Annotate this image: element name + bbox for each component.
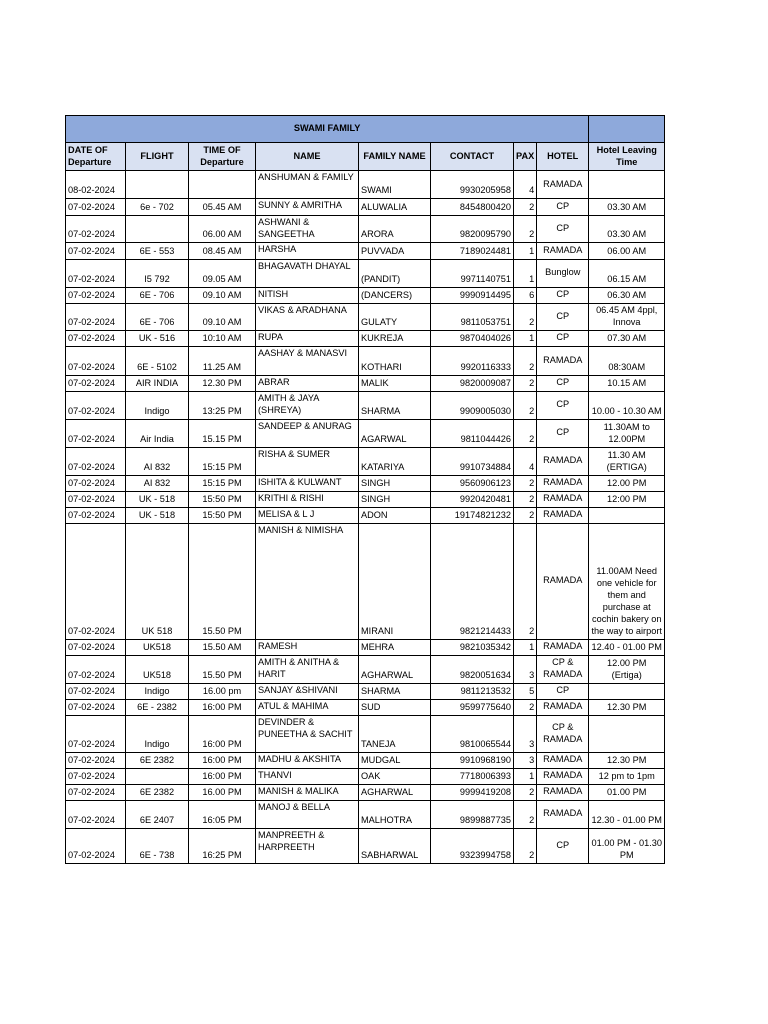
cell-pax: 6 xyxy=(514,287,537,303)
table-row xyxy=(66,391,665,419)
cell-flight xyxy=(126,216,189,243)
cell-time: 09.10 AM xyxy=(189,303,256,330)
cell-hotel: CP xyxy=(537,391,589,419)
cell-family-name: GULATY xyxy=(359,303,431,330)
cell-name: MANISH & NIMISHA xyxy=(256,523,359,639)
cell-leaving-time: 10.15 AM xyxy=(589,375,665,391)
cell-flight: Indigo xyxy=(126,715,189,752)
cell-pax: 3 xyxy=(514,715,537,752)
cell-leaving-time xyxy=(589,507,665,523)
cell-contact: 9323994758 xyxy=(431,828,514,863)
cell-pax: 1 xyxy=(514,768,537,784)
cell-family-name: MALHOTRA xyxy=(359,800,431,828)
cell-name: DEVINDER & PUNEETHA & SACHIT xyxy=(256,715,359,752)
cell-family-name: (PANDIT) xyxy=(359,259,431,287)
cell-date: 07-02-2024 xyxy=(66,346,126,375)
cell-leaving-time: 12 pm to 1pm xyxy=(589,768,665,784)
cell-name: MANOJ & BELLA xyxy=(256,800,359,828)
cell-flight: UK - 516 xyxy=(126,330,189,346)
cell-pax: 2 xyxy=(514,216,537,243)
cell-flight: UK - 518 xyxy=(126,507,189,523)
cell-time: 16:25 PM xyxy=(189,828,256,863)
cell-flight: 6E - 706 xyxy=(126,287,189,303)
header-pax: PAX xyxy=(514,143,537,171)
cell-flight: AIR INDIA xyxy=(126,375,189,391)
cell-date: 07-02-2024 xyxy=(66,330,126,346)
cell-pax: 1 xyxy=(514,259,537,287)
cell-flight: UK 518 xyxy=(126,523,189,639)
cell-name: SANJAY &SHIVANI xyxy=(256,683,359,699)
cell-name: BHAGAVATH DHAYAL xyxy=(256,259,359,287)
cell-time: 16:00 PM xyxy=(189,715,256,752)
cell-pax: 3 xyxy=(514,752,537,768)
cell-leaving-time xyxy=(589,171,665,199)
table-row xyxy=(66,199,665,216)
cell-hotel: RAMADA xyxy=(537,523,589,639)
cell-flight: 6E - 5102 xyxy=(126,346,189,375)
table-row xyxy=(66,507,665,523)
cell-family-name: ARORA xyxy=(359,216,431,243)
cell-date: 07-02-2024 xyxy=(66,800,126,828)
cell-leaving-time: 06.15 AM xyxy=(589,259,665,287)
cell-contact: 9920116333 xyxy=(431,346,514,375)
cell-date: 07-02-2024 xyxy=(66,216,126,243)
cell-contact: 9811213532 xyxy=(431,683,514,699)
cell-name: ANSHUMAN & FAMILY xyxy=(256,171,359,199)
cell-pax: 2 xyxy=(514,507,537,523)
cell-contact: 9811053751 xyxy=(431,303,514,330)
cell-leaving-time: 06.30 AM xyxy=(589,287,665,303)
cell-date: 07-02-2024 xyxy=(66,391,126,419)
cell-flight: 6E 2407 xyxy=(126,800,189,828)
title-blank-cell xyxy=(589,116,665,143)
cell-pax: 2 xyxy=(514,346,537,375)
cell-leaving-time: 11.30AM to 12.00PM xyxy=(589,419,665,447)
cell-time: 12.30 PM xyxy=(189,375,256,391)
cell-name: AMITH & ANITHA & HARIT xyxy=(256,655,359,683)
cell-date: 07-02-2024 xyxy=(66,259,126,287)
cell-date: 07-02-2024 xyxy=(66,639,126,655)
cell-date: 07-02-2024 xyxy=(66,768,126,784)
cell-flight: 6E - 738 xyxy=(126,828,189,863)
cell-leaving-time: 10.00 - 10.30 AM xyxy=(589,391,665,419)
cell-family-name: MEHRA xyxy=(359,639,431,655)
cell-time xyxy=(189,171,256,199)
table-row xyxy=(66,259,665,287)
cell-date: 07-02-2024 xyxy=(66,447,126,475)
cell-date: 07-02-2024 xyxy=(66,655,126,683)
cell-hotel: RAMADA xyxy=(537,171,589,199)
cell-contact: 9990914495 xyxy=(431,287,514,303)
cell-flight: 6E - 2382 xyxy=(126,699,189,715)
cell-leaving-time: 12.40 - 01.00 PM xyxy=(589,639,665,655)
cell-leaving-time: 12.30 PM xyxy=(589,752,665,768)
cell-leaving-time: 12.00 PM (Ertiga) xyxy=(589,655,665,683)
cell-hotel: CP xyxy=(537,683,589,699)
cell-contact: 19174821232 xyxy=(431,507,514,523)
cell-pax: 1 xyxy=(514,330,537,346)
cell-family-name: SUD xyxy=(359,699,431,715)
cell-family-name: TANEJA xyxy=(359,715,431,752)
cell-hotel: CP xyxy=(537,419,589,447)
cell-family-name: MIRANI xyxy=(359,523,431,639)
cell-hotel: CP xyxy=(537,199,589,216)
cell-flight: 6E 2382 xyxy=(126,784,189,800)
table-row xyxy=(66,447,665,475)
table-row xyxy=(66,683,665,699)
cell-leaving-time: 12.30 PM xyxy=(589,699,665,715)
cell-contact: 9999419208 xyxy=(431,784,514,800)
cell-time: 16:00 PM xyxy=(189,768,256,784)
cell-name: MANPREETH & HARPREETH xyxy=(256,828,359,863)
cell-time: 15.50 PM xyxy=(189,655,256,683)
cell-flight: 6E 2382 xyxy=(126,752,189,768)
table-row xyxy=(66,475,665,491)
cell-flight: AI 832 xyxy=(126,475,189,491)
header-date: DATE OF Departure xyxy=(66,143,126,171)
cell-contact: 9899887735 xyxy=(431,800,514,828)
table-row xyxy=(66,752,665,768)
cell-contact: 9930205958 xyxy=(431,171,514,199)
cell-name: HARSHA xyxy=(256,242,359,259)
cell-family-name: AGHARWAL xyxy=(359,655,431,683)
cell-pax: 2 xyxy=(514,475,537,491)
header-contact: CONTACT xyxy=(431,143,514,171)
cell-flight: I5 792 xyxy=(126,259,189,287)
cell-flight xyxy=(126,171,189,199)
cell-time: 15.50 AM xyxy=(189,639,256,655)
cell-time: 15.50 PM xyxy=(189,523,256,639)
cell-pax: 2 xyxy=(514,699,537,715)
departure-table xyxy=(65,115,665,864)
table-row xyxy=(66,346,665,375)
cell-family-name: SABHARWAL xyxy=(359,828,431,863)
cell-time: 16.00 PM xyxy=(189,784,256,800)
cell-flight: Air India xyxy=(126,419,189,447)
cell-contact: 9821035342 xyxy=(431,639,514,655)
cell-contact: 9560906123 xyxy=(431,475,514,491)
table-row xyxy=(66,216,665,243)
cell-date: 07-02-2024 xyxy=(66,507,126,523)
cell-date: 07-02-2024 xyxy=(66,683,126,699)
cell-contact: 9820051634 xyxy=(431,655,514,683)
table-row xyxy=(66,800,665,828)
table-row xyxy=(66,375,665,391)
cell-family-name: OAK xyxy=(359,768,431,784)
cell-flight: 6E - 553 xyxy=(126,242,189,259)
cell-name: RISHA & SUMER xyxy=(256,447,359,475)
cell-flight xyxy=(126,768,189,784)
cell-name: ABRAR xyxy=(256,375,359,391)
cell-contact: 8454800420 xyxy=(431,199,514,216)
cell-leaving-time: 03.30 AM xyxy=(589,199,665,216)
cell-flight: 6E - 706 xyxy=(126,303,189,330)
cell-family-name: MALIK xyxy=(359,375,431,391)
cell-name: MADHU & AKSHITA xyxy=(256,752,359,768)
cell-contact: 9821214433 xyxy=(431,523,514,639)
cell-pax: 1 xyxy=(514,639,537,655)
cell-flight: Indigo xyxy=(126,683,189,699)
table-row xyxy=(66,828,665,863)
cell-date: 07-02-2024 xyxy=(66,784,126,800)
table-row xyxy=(66,491,665,507)
cell-pax: 2 xyxy=(514,303,537,330)
cell-hotel: CP xyxy=(537,828,589,863)
cell-leaving-time: 03.30 AM xyxy=(589,216,665,243)
cell-hotel: RAMADA xyxy=(537,800,589,828)
cell-hotel: CP xyxy=(537,216,589,243)
cell-name: VIKAS & ARADHANA xyxy=(256,303,359,330)
cell-name: THANVI xyxy=(256,768,359,784)
cell-contact: 9910968190 xyxy=(431,752,514,768)
cell-date: 07-02-2024 xyxy=(66,375,126,391)
cell-name: MELISA & L J xyxy=(256,507,359,523)
cell-contact: 9870404026 xyxy=(431,330,514,346)
cell-family-name: MUDGAL xyxy=(359,752,431,768)
table-row xyxy=(66,242,665,259)
cell-hotel: RAMADA xyxy=(537,639,589,655)
cell-name: AASHAY & MANASVI xyxy=(256,346,359,375)
table-row xyxy=(66,303,665,330)
cell-family-name: ADON xyxy=(359,507,431,523)
cell-contact: 9599775640 xyxy=(431,699,514,715)
table-row xyxy=(66,419,665,447)
cell-date: 07-02-2024 xyxy=(66,828,126,863)
cell-contact: 9820095790 xyxy=(431,216,514,243)
cell-leaving-time: 11.00AM Need one vehicle for them and purchase at cochin bakery on the way to airport xyxy=(589,523,665,639)
cell-time: 10:10 AM xyxy=(189,330,256,346)
table-row xyxy=(66,655,665,683)
cell-hotel: RAMADA xyxy=(537,242,589,259)
cell-hotel: RAMADA xyxy=(537,475,589,491)
cell-hotel: RAMADA xyxy=(537,491,589,507)
cell-date: 07-02-2024 xyxy=(66,491,126,507)
cell-name: ATUL & MAHIMA xyxy=(256,699,359,715)
cell-time: 16.00 pm xyxy=(189,683,256,699)
cell-contact: 9820009087 xyxy=(431,375,514,391)
cell-name: AMITH & JAYA (SHREYA) xyxy=(256,391,359,419)
table-row xyxy=(66,784,665,800)
cell-date: 07-02-2024 xyxy=(66,419,126,447)
cell-leaving-time: 07.30 AM xyxy=(589,330,665,346)
cell-time: 16:00 PM xyxy=(189,699,256,715)
cell-hotel: CP xyxy=(537,303,589,330)
cell-leaving-time: 06.45 AM 4ppl, Innova xyxy=(589,303,665,330)
cell-time: 15:50 PM xyxy=(189,507,256,523)
cell-flight: UK518 xyxy=(126,655,189,683)
cell-time: 15:15 PM xyxy=(189,447,256,475)
cell-date: 07-02-2024 xyxy=(66,303,126,330)
cell-family-name: (DANCERS) xyxy=(359,287,431,303)
cell-contact: 9971140751 xyxy=(431,259,514,287)
cell-pax: 2 xyxy=(514,491,537,507)
cell-pax: 4 xyxy=(514,171,537,199)
cell-name: ISHITA & KULWANT xyxy=(256,475,359,491)
cell-family-name: SHARMA xyxy=(359,683,431,699)
cell-family-name: SINGH xyxy=(359,475,431,491)
cell-leaving-time: 01.00 PM xyxy=(589,784,665,800)
table-body xyxy=(66,171,665,864)
cell-pax: 1 xyxy=(514,242,537,259)
cell-pax: 2 xyxy=(514,199,537,216)
header-time: TIME OF Departure xyxy=(189,143,256,171)
cell-pax: 4 xyxy=(514,447,537,475)
cell-contact: 9910734884 xyxy=(431,447,514,475)
cell-hotel: RAMADA xyxy=(537,447,589,475)
cell-date: 07-02-2024 xyxy=(66,715,126,752)
cell-family-name: ALUWALIA xyxy=(359,199,431,216)
cell-leaving-time: 12.00 PM xyxy=(589,475,665,491)
cell-pax: 2 xyxy=(514,375,537,391)
cell-leaving-time: 08:30AM xyxy=(589,346,665,375)
cell-family-name: PUVVADA xyxy=(359,242,431,259)
cell-time: 16:00 PM xyxy=(189,752,256,768)
table-row xyxy=(66,639,665,655)
cell-date: 07-02-2024 xyxy=(66,699,126,715)
cell-time: 08.45 AM xyxy=(189,242,256,259)
header-leaving-time: Hotel Leaving Time xyxy=(589,143,665,171)
cell-contact: 9920420481 xyxy=(431,491,514,507)
cell-leaving-time: 12:00 PM xyxy=(589,491,665,507)
cell-hotel: CP & RAMADA xyxy=(537,715,589,752)
cell-time: 15.15 PM xyxy=(189,419,256,447)
header-name: NAME xyxy=(256,143,359,171)
table-row xyxy=(66,715,665,752)
cell-time: 05.45 AM xyxy=(189,199,256,216)
cell-hotel: RAMADA xyxy=(537,768,589,784)
cell-leaving-time: 12.30 - 01.00 PM xyxy=(589,800,665,828)
cell-pax: 2 xyxy=(514,784,537,800)
cell-time: 11.25 AM xyxy=(189,346,256,375)
table-row xyxy=(66,768,665,784)
header-family-name: FAMILY NAME xyxy=(359,143,431,171)
cell-time: 09.05 AM xyxy=(189,259,256,287)
cell-hotel: CP xyxy=(537,287,589,303)
cell-name: ASHWANI & SANGEETHA xyxy=(256,216,359,243)
cell-hotel: Bunglow xyxy=(537,259,589,287)
cell-flight: UK - 518 xyxy=(126,491,189,507)
cell-flight: AI 832 xyxy=(126,447,189,475)
cell-hotel: CP & RAMADA xyxy=(537,655,589,683)
cell-contact: 7718006393 xyxy=(431,768,514,784)
cell-date: 07-02-2024 xyxy=(66,287,126,303)
cell-leaving-time: 06.00 AM xyxy=(589,242,665,259)
table-row xyxy=(66,171,665,199)
cell-date: 07-02-2024 xyxy=(66,752,126,768)
cell-leaving-time: 01.00 PM - 01.30 PM xyxy=(589,828,665,863)
cell-pax: 2 xyxy=(514,523,537,639)
cell-hotel: RAMADA xyxy=(537,699,589,715)
header-flight: FLIGHT xyxy=(126,143,189,171)
header-hotel: HOTEL xyxy=(537,143,589,171)
cell-date: 07-02-2024 xyxy=(66,242,126,259)
cell-time: 06.00 AM xyxy=(189,216,256,243)
cell-name: KRITHI & RISHI xyxy=(256,491,359,507)
cell-leaving-time xyxy=(589,715,665,752)
cell-time: 16:05 PM xyxy=(189,800,256,828)
cell-pax: 2 xyxy=(514,828,537,863)
cell-family-name: SWAMI xyxy=(359,171,431,199)
table-row xyxy=(66,699,665,715)
cell-family-name: KOTHARI xyxy=(359,346,431,375)
cell-name: RAMESH xyxy=(256,639,359,655)
cell-family-name: KUKREJA xyxy=(359,330,431,346)
cell-pax: 2 xyxy=(514,800,537,828)
cell-hotel: CP xyxy=(537,330,589,346)
cell-flight: UK518 xyxy=(126,639,189,655)
cell-time: 09.10 AM xyxy=(189,287,256,303)
cell-family-name: AGARWAL xyxy=(359,419,431,447)
cell-hotel: RAMADA xyxy=(537,507,589,523)
cell-hotel: RAMADA xyxy=(537,346,589,375)
cell-pax: 2 xyxy=(514,391,537,419)
cell-leaving-time: 11.30 AM (ERTIGA) xyxy=(589,447,665,475)
cell-family-name: SHARMA xyxy=(359,391,431,419)
table-row xyxy=(66,330,665,346)
cell-hotel: RAMADA xyxy=(537,784,589,800)
cell-pax: 5 xyxy=(514,683,537,699)
cell-date: 07-02-2024 xyxy=(66,475,126,491)
cell-name: RUPA xyxy=(256,330,359,346)
cell-family-name: SINGH xyxy=(359,491,431,507)
cell-time: 15:15 PM xyxy=(189,475,256,491)
cell-hotel: RAMADA xyxy=(537,752,589,768)
cell-time: 15:50 PM xyxy=(189,491,256,507)
cell-name: MANISH & MALIKA xyxy=(256,784,359,800)
cell-contact: 7189024481 xyxy=(431,242,514,259)
table-row xyxy=(66,523,665,639)
cell-date: 07-02-2024 xyxy=(66,523,126,639)
cell-contact: 9909005030 xyxy=(431,391,514,419)
cell-time: 13:25 PM xyxy=(189,391,256,419)
cell-name: NITISH xyxy=(256,287,359,303)
cell-name: SUNNY & AMRITHA xyxy=(256,199,359,216)
cell-contact: 9811044426 xyxy=(431,419,514,447)
table-row xyxy=(66,287,665,303)
cell-hotel: CP xyxy=(537,375,589,391)
cell-pax: 2 xyxy=(514,419,537,447)
cell-family-name: KATARIYA xyxy=(359,447,431,475)
cell-date: 07-02-2024 xyxy=(66,199,126,216)
cell-flight: 6e - 702 xyxy=(126,199,189,216)
cell-family-name: AGHARWAL xyxy=(359,784,431,800)
cell-flight: Indigo xyxy=(126,391,189,419)
cell-date: 08-02-2024 xyxy=(66,171,126,199)
sheet-title: SWAMI FAMILY xyxy=(66,116,589,143)
cell-contact: 9810065544 xyxy=(431,715,514,752)
cell-pax: 3 xyxy=(514,655,537,683)
cell-leaving-time xyxy=(589,683,665,699)
cell-name: SANDEEP & ANURAG xyxy=(256,419,359,447)
